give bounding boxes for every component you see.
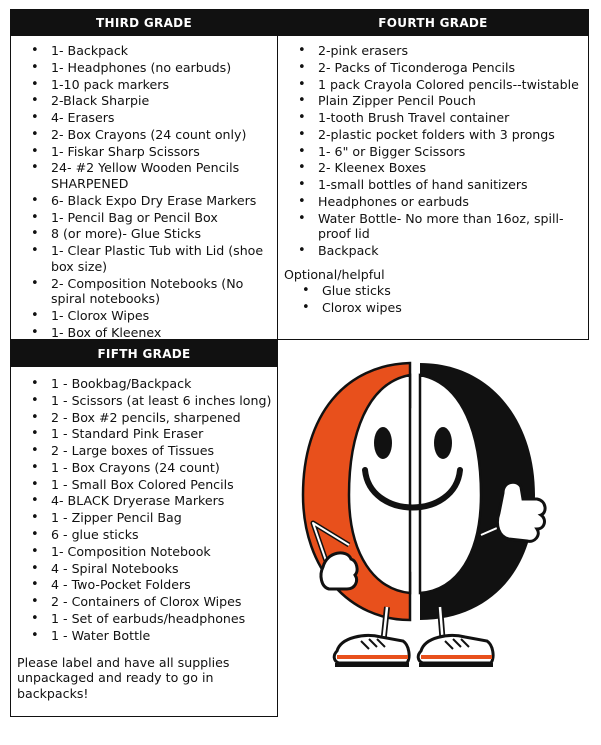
third-grade-item: • 24- #2 Yellow Wooden Pencils SHARPENED [51, 160, 277, 191]
fourth-grade-item: • Backpack [318, 243, 588, 259]
fourth-grade-panel [277, 9, 589, 340]
fifth-grade-item: • 1 - Zipper Pencil Bag [51, 510, 277, 526]
fifth-grade-item: • 1 - Set of earbuds/headphones [51, 611, 277, 627]
mascot-right-eye [434, 427, 452, 459]
third-grade-panel [10, 9, 278, 340]
third-grade-item: • 2- Box Crayons (24 count only) [51, 127, 277, 143]
third-grade-item: • 1- Pencil Bag or Pencil Box [51, 210, 277, 226]
optional-item: • Clorox wipes [322, 300, 588, 316]
fifth-grade-item: • 4 - Two-Pocket Folders [51, 577, 277, 593]
mascot-left-sneaker [334, 636, 409, 665]
fourth-grade-item: • 1-tooth Brush Travel container [318, 110, 588, 126]
fourth-grade-item: • 2- Packs of Ticonderoga Pencils [318, 60, 588, 76]
fourth-grade-item: • Water Bottle- No more than 16oz, spill-proof lid [318, 211, 588, 242]
third-grade-item: • 1- Box of Kleenex [51, 325, 277, 341]
fifth-grade-item: • 1- Composition Notebook [51, 544, 277, 560]
mascot-right-sneaker [418, 636, 493, 665]
fifth-grade-item: • 4 - Spiral Notebooks [51, 561, 277, 577]
smiling-mascot-illustration [285, 345, 595, 675]
third-grade-item: • 6- Black Expo Dry Erase Markers [51, 193, 277, 209]
fifth-grade-panel [10, 340, 278, 717]
mascot-thumbs-up-glove [497, 482, 545, 541]
optional-item: • Glue sticks [322, 283, 588, 299]
fourth-grade-list [278, 36, 588, 259]
fifth-grade-item: • 1 - Standard Pink Eraser [51, 426, 277, 442]
fifth-grade-item: • 6 - glue sticks [51, 527, 277, 543]
fifth-grade-item: • 1 - Small Box Colored Pencils [51, 477, 277, 493]
optional-helpful-label: Optional/helpful [284, 266, 385, 282]
fifth-grade-item: • 1 - Water Bottle [51, 628, 277, 644]
fifth-grade-list [11, 367, 277, 643]
fifth-grade-item: • 2 - Large boxes of Tissues [51, 443, 277, 459]
fourth-grade-item: • Headphones or earbuds [318, 194, 588, 210]
third-grade-item: • 1- Clear Plastic Tub with Lid (shoe box size) [51, 243, 277, 274]
fifth-grade-item: • 1 - Scissors (at least 6 inches long) [51, 393, 277, 409]
mascot-left-eye [374, 427, 392, 459]
third-grade-item: • 2- Composition Notebooks (No spiral notebooks) [51, 276, 277, 307]
third-grade-item: • 1- Headphones (no earbuds) [51, 60, 277, 76]
fifth-grade-item: • 2 - Containers of Clorox Wipes [51, 594, 277, 610]
label-supplies-note: Please label and have all supplies unpackaged and ready to go in backpacks! [17, 654, 230, 701]
fourth-grade-header: FOURTH GRADE [278, 10, 588, 36]
third-grade-item: • 1- Backpack [51, 43, 277, 59]
third-grade-item: • 8 (or more)- Glue Sticks [51, 226, 277, 242]
fourth-grade-item: • 1-small bottles of hand sanitizers [318, 177, 588, 193]
fourth-grade-item: • 2-pink erasers [318, 43, 588, 59]
fourth-grade-item: • 2- Kleenex Boxes [318, 160, 588, 176]
optional-list [278, 283, 588, 315]
fifth-grade-item: • 4- BLACK Dryerase Markers [51, 493, 277, 509]
fifth-grade-item: • 1 - Box Crayons (24 count) [51, 460, 277, 476]
fourth-grade-item: • 2-plastic pocket folders with 3 prongs [318, 127, 588, 143]
fourth-grade-item: • 1 pack Crayola Colored pencils--twistable [318, 77, 588, 93]
fourth-grade-item: • Plain Zipper Pencil Pouch [318, 93, 588, 109]
fifth-grade-header: FIFTH GRADE [11, 341, 277, 367]
third-grade-list [11, 36, 277, 340]
fourth-grade-item: • 1- 6" or Bigger Scissors [318, 144, 588, 160]
third-grade-item: • 1- Fiskar Sharp Scissors [51, 144, 277, 160]
fifth-grade-item: • 2 - Box #2 pencils, sharpened [51, 410, 277, 426]
third-grade-item: • 1-10 pack markers [51, 77, 277, 93]
third-grade-item: • 1- Clorox Wipes [51, 308, 277, 324]
fifth-grade-item: • 1 - Bookbag/Backpack [51, 376, 277, 392]
mascot-left-glove [321, 553, 357, 589]
third-grade-header: THIRD GRADE [11, 10, 277, 36]
third-grade-item: • 4- Erasers [51, 110, 277, 126]
third-grade-item: • 2-Black Sharpie [51, 93, 277, 109]
